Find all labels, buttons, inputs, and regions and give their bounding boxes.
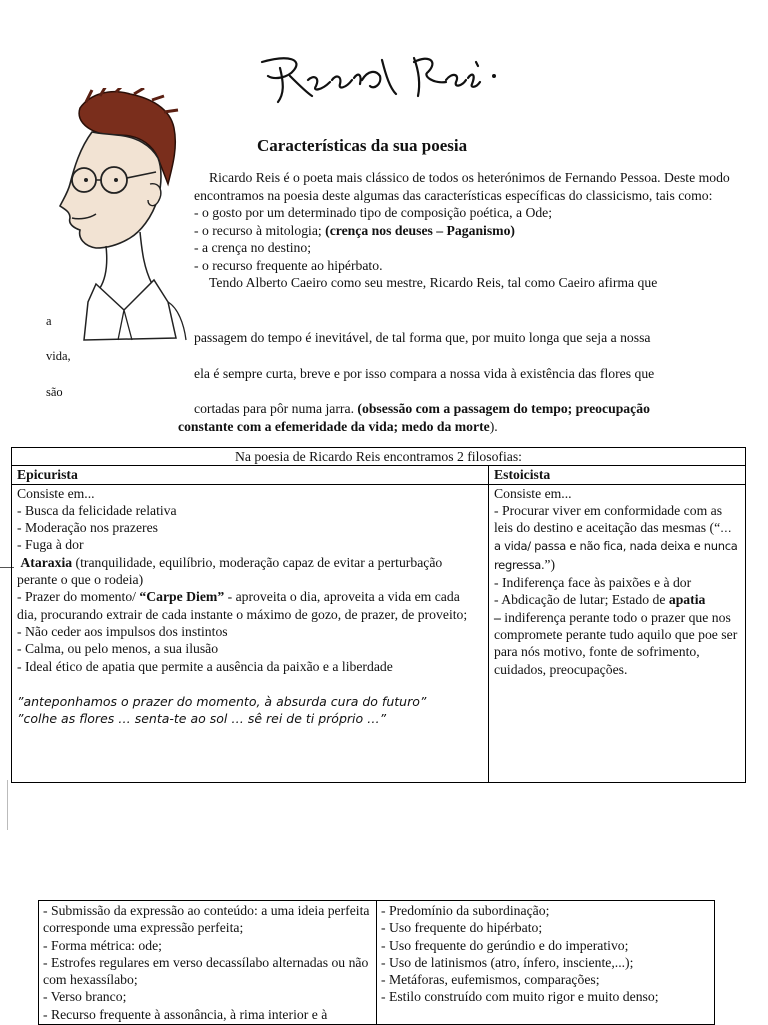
list-item: - Predomínio da subordinação;: [381, 903, 550, 918]
list-item: Consiste em...: [17, 485, 95, 501]
intro-section: [194, 169, 734, 292]
list-item: - Uso frequente do gerúndio e do imperativo;: [381, 937, 629, 953]
signature: [250, 40, 500, 110]
side-word: são: [46, 385, 63, 399]
page-title: Características da sua poesia: [257, 136, 468, 155]
list-item: - Verso branco;: [43, 989, 127, 1005]
column-title-epicurista: Epicurista: [12, 466, 489, 484]
list-item: - Procurar viver em conformidade com as leis do destino e aceitação das mesmas (“… a vida/ passa e não fica, nada deixa e nunca regressa.”): [494, 502, 738, 572]
list-item: - o recurso frequente ao hipérbato.: [194, 257, 383, 273]
estoicista-cell: [489, 484, 746, 782]
column-title-estoicista: Estoicista: [489, 466, 746, 484]
list-item: - o recurso à mitologia; (crença nos deuses – Paganismo): [194, 222, 515, 238]
list-item: - Forma métrica: ode;: [43, 937, 162, 953]
text-line: passagem do tempo é inevitável, de tal forma que, por muito longa que seja a nossa: [194, 330, 651, 345]
margin-line: [7, 780, 8, 830]
intro-paragraph: Ricardo Reis é o poeta mais clássico de todos os heterónimos de Fernando Pessoa. Deste modo encontramos na poesia deste algumas das características específicas do classicismo, tais como:: [194, 170, 730, 203]
list-item: - Recurso frequente à assonância, à rima interior e à: [43, 1006, 328, 1022]
philosophies-table: [11, 447, 746, 783]
side-word: vida,: [46, 349, 71, 363]
style-table: [38, 900, 715, 1025]
list-item: - Fuga à dor: [17, 537, 84, 553]
text-line: ela é sempre curta, breve e por isso compara a nossa vida à existência das flores que: [194, 366, 655, 381]
list-item: - Calma, ou pelo menos, a sua ilusão: [17, 641, 219, 657]
list-item: - Uso frequente do hipérbato;: [381, 920, 543, 936]
portrait-illustration: [40, 88, 190, 348]
list-item: - Metáforas, eufemismos, comparações;: [381, 972, 600, 988]
list-item: - Estilo construído com muito rigor e muito denso;: [381, 989, 659, 1005]
text-line: cortadas para pôr numa jarra. (obsessão com a passagem do tempo; preocupação: [194, 401, 650, 416]
list-item: - Prazer do momento/ “Carpe Diem” - aproveita o dia, aproveita a vida em cada dia, procurando extrair de cada instante o máximo de gozo, de prazer, de proveito;: [17, 589, 468, 622]
list-item: - Estrofes regulares em verso decassílabo alternadas ou não com hexassílabo;: [43, 954, 369, 988]
list-item: Consiste em...: [494, 485, 572, 501]
quote: ”colhe as flores … senta-te ao sol … sê rei de ti próprio …”: [17, 711, 387, 727]
list-item: - Ideal ético de apatia que permite a ausência da paixão e a liberdade: [17, 658, 393, 674]
list-item: - Uso de latinismos (atro, ínfero, insciente,...);: [381, 954, 634, 970]
list-item: - Não ceder aos impulsos dos instintos: [17, 623, 228, 639]
text-line: Tendo Alberto Caeiro como seu mestre, Ricardo Reis, tal como Caeiro afirma que: [209, 275, 658, 290]
quote: ”anteponhamos o prazer do momento, à absurda cura do futuro”: [17, 693, 427, 709]
style-left-cell: [39, 901, 377, 1025]
list-item: - Indiferença face às paixões e à dor: [494, 575, 692, 591]
side-word: a: [46, 314, 52, 328]
list-item: Ataraxia (tranquilidade, equilíbrio, moderação capaz de evitar a perturbação perante o que o rodeia): [17, 554, 443, 588]
list-item: - o gosto por um determinado tipo de composição poética, a Ode;: [194, 205, 553, 220]
list-item: - Moderação nos prazeres: [17, 520, 158, 536]
list-item: - a crença no destino;: [194, 240, 312, 255]
text-line: constante com a efemeridade da vida; medo da morte).: [178, 419, 498, 434]
style-right-cell: [377, 901, 715, 1025]
list-item: - Abdicação de lutar; Estado de apatia – indiferença perante todo o prazer que nos compromete perante tudo aquilo que poe ser para nós motivo, fonte de sofrimento, cuidados, preocupações.: [494, 592, 738, 677]
epicurista-cell: [12, 484, 489, 782]
table-header: Na poesia de Ricardo Reis encontramos 2 filosofias:: [12, 448, 746, 466]
list-item: - Submissão da expressão ao conteúdo: a uma ideia perfeita corresponde uma expressão perfeita;: [43, 903, 370, 936]
list-item: - Busca da felicidade relativa: [17, 502, 177, 518]
